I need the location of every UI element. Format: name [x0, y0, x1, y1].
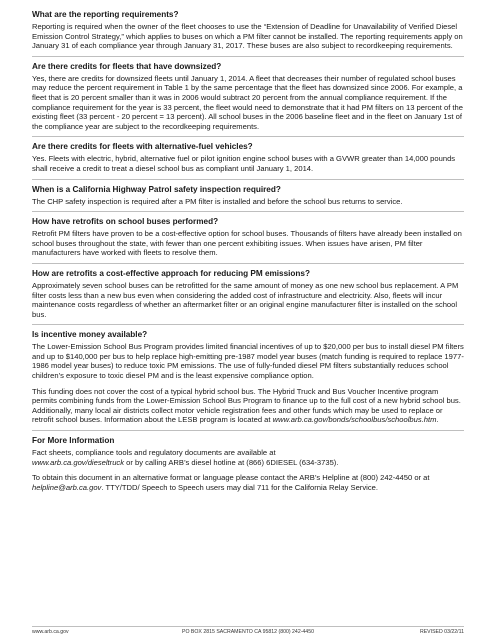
faq-incentive: [32, 330, 464, 425]
section-paragraph: The CHP safety inspection is required after a PM filter is installed and before the school bus returns to service.: [32, 196, 403, 206]
section-heading: How have retrofits on school buses performed?: [32, 217, 219, 227]
section-paragraph: [32, 473, 464, 492]
footer-website[interactable]: www.arb.ca.gov: [32, 629, 69, 635]
paragraph-text: To obtain this document in an alternative format or language please contact the ARB’s Helpline at (800) 242-4450 or at: [32, 473, 430, 483]
section-heading: What are the reporting requirements?: [32, 10, 179, 19]
lesb-link[interactable]: www.arb.ca.gov/bonds/schoolbus/schoolbus.htm: [272, 415, 437, 425]
divider: [32, 179, 464, 180]
divider: [32, 211, 464, 212]
paragraph-text: Fact sheets, compliance tools and regulatory documents are available at: [32, 448, 276, 458]
section-paragraph: Yes. Fleets with electric, hybrid, alternative fuel or pilot ignition engine school buses with a GVWR greater than 14,000 pounds shall receive a credit to treat a diesel school bus as compliant until January 1, 2014.: [32, 154, 456, 173]
divider: [32, 324, 464, 325]
section-paragraph: [32, 387, 464, 425]
paragraph-text: or by calling ARB’s diesel hotline at (866) 6DIESEL (634-3735).: [124, 457, 339, 467]
faq-retrofit-performance: [32, 217, 464, 258]
section-heading: For More Information: [32, 436, 115, 446]
paragraph-end: .: [436, 415, 439, 425]
section-heading: Is incentive money available?: [32, 330, 148, 340]
faq-chp-inspection: [32, 185, 464, 207]
faq-downsized: [32, 62, 464, 132]
section-paragraph: [32, 448, 464, 467]
document-body: [32, 10, 464, 492]
section-paragraph: Reporting is required when the owner of the fleet chooses to use the “Extension of Deadline for Unavailability of Verified Diesel Emission Control Strategy,” which applies to buses on which a PM filter cannot be installed. The reporting requirements apply on January 31 of each compliance year through January 31, 2017. These buses are also subject to recordkeeping requirements.: [32, 22, 463, 51]
helpline-email-link[interactable]: helpline@arb.ca.gov: [32, 482, 102, 492]
section-paragraph: Retrofit PM filters have proven to be a cost-effective option for school buses. Thousands of filters have already been installed on school buses throughout the state, with fewer than one percent exhibiting issues. When issues have arisen, PM filter manufacturers have worked with fleets to resolve them.: [32, 229, 462, 258]
section-paragraph: Approximately seven school buses can be retrofitted for the same amount of money as one new school bus replacement. A PM filter costs less than a new bus even when considering the added cost of infrastructure and electricity. Also, fleets will incur maintenance costs regardless of whether an aftermarket filter or an original engine manufacturer filter is installed on the school bus.: [32, 280, 459, 319]
section-heading: How are retrofits a cost-effective approach for reducing PM emissions?: [32, 268, 310, 278]
section-paragraph: Yes, there are credits for downsized fleets until January 1, 2014. A fleet that decreases their number of regulated school buses may reduce the percent requirement in Table 1 by the same percentage that the fleet has downsized since 2006. For example, a fleet that is 20 percent smaller than it was in 2006 would subtract 20 percent from the annual compliance requirement. If the compliance requirement for the year is 33 percent, the fleet would need to demonstrate that it had PM filters on 13 percent of the existing fleet (33 percent - 20 percent = 13 percent). All school buses in the 2006 baseline fleet and in the fleet on January 1st of the compliance year are subject to the recordkeeping requirements.: [32, 73, 463, 131]
paragraph-text: . TTY/TDD/ Speech to Speech users may dial 711 for the California Relay Service.: [101, 482, 378, 492]
section-heading: Are there credits for fleets that have downsized?: [32, 61, 222, 71]
paragraph-text: This funding does not cover the cost of a typical hybrid school bus. The Hybrid Truck and Bus Voucher Incentive program permits combining funds from the Lower-Emission School Bus Program to finance up to the full cost of a new hybrid school bus. Additionally, many local air districts collect motor vehicle registration fees and other funds which may be used to replace or retrofit school buses. Information about the LESB program is located at: [32, 386, 461, 425]
faq-alt-fuel: [32, 142, 464, 173]
footer-revised: REVISED 03/22/11: [419, 629, 464, 635]
footer-address: PO BOX 2815 SACRAMENTO CA 95812 (800) 242-4450: [182, 629, 314, 635]
section-heading: When is a California Highway Patrol safety inspection required?: [32, 184, 281, 194]
more-information: [32, 436, 464, 492]
faq-reporting: [32, 10, 464, 51]
divider: [32, 430, 464, 431]
footer-divider: [32, 626, 464, 627]
divider: [32, 263, 464, 264]
divider: [32, 136, 464, 137]
section-heading: Are there credits for fleets with alternative-fuel vehicles?: [32, 142, 253, 152]
divider: [32, 56, 464, 57]
section-paragraph: The Lower-Emission School Bus Program provides limited financial incentives of up to $20,000 per bus to install diesel PM filters and up to $140,000 per bus to help replace high-emitting pre-1987 model year buses (match funding is required to replace 1977-1986 model year buses) to reduce toxic PM emissions. The use of fully-funded diesel PM filters substantially reduces school children’s exposure to toxic diesel PM and is the least expensive compliance option.: [32, 342, 464, 381]
dieseltruck-link[interactable]: www.arb.ca.gov/dieseltruck: [32, 457, 125, 467]
faq-cost-effective: [32, 269, 464, 319]
page-footer: [32, 628, 464, 636]
